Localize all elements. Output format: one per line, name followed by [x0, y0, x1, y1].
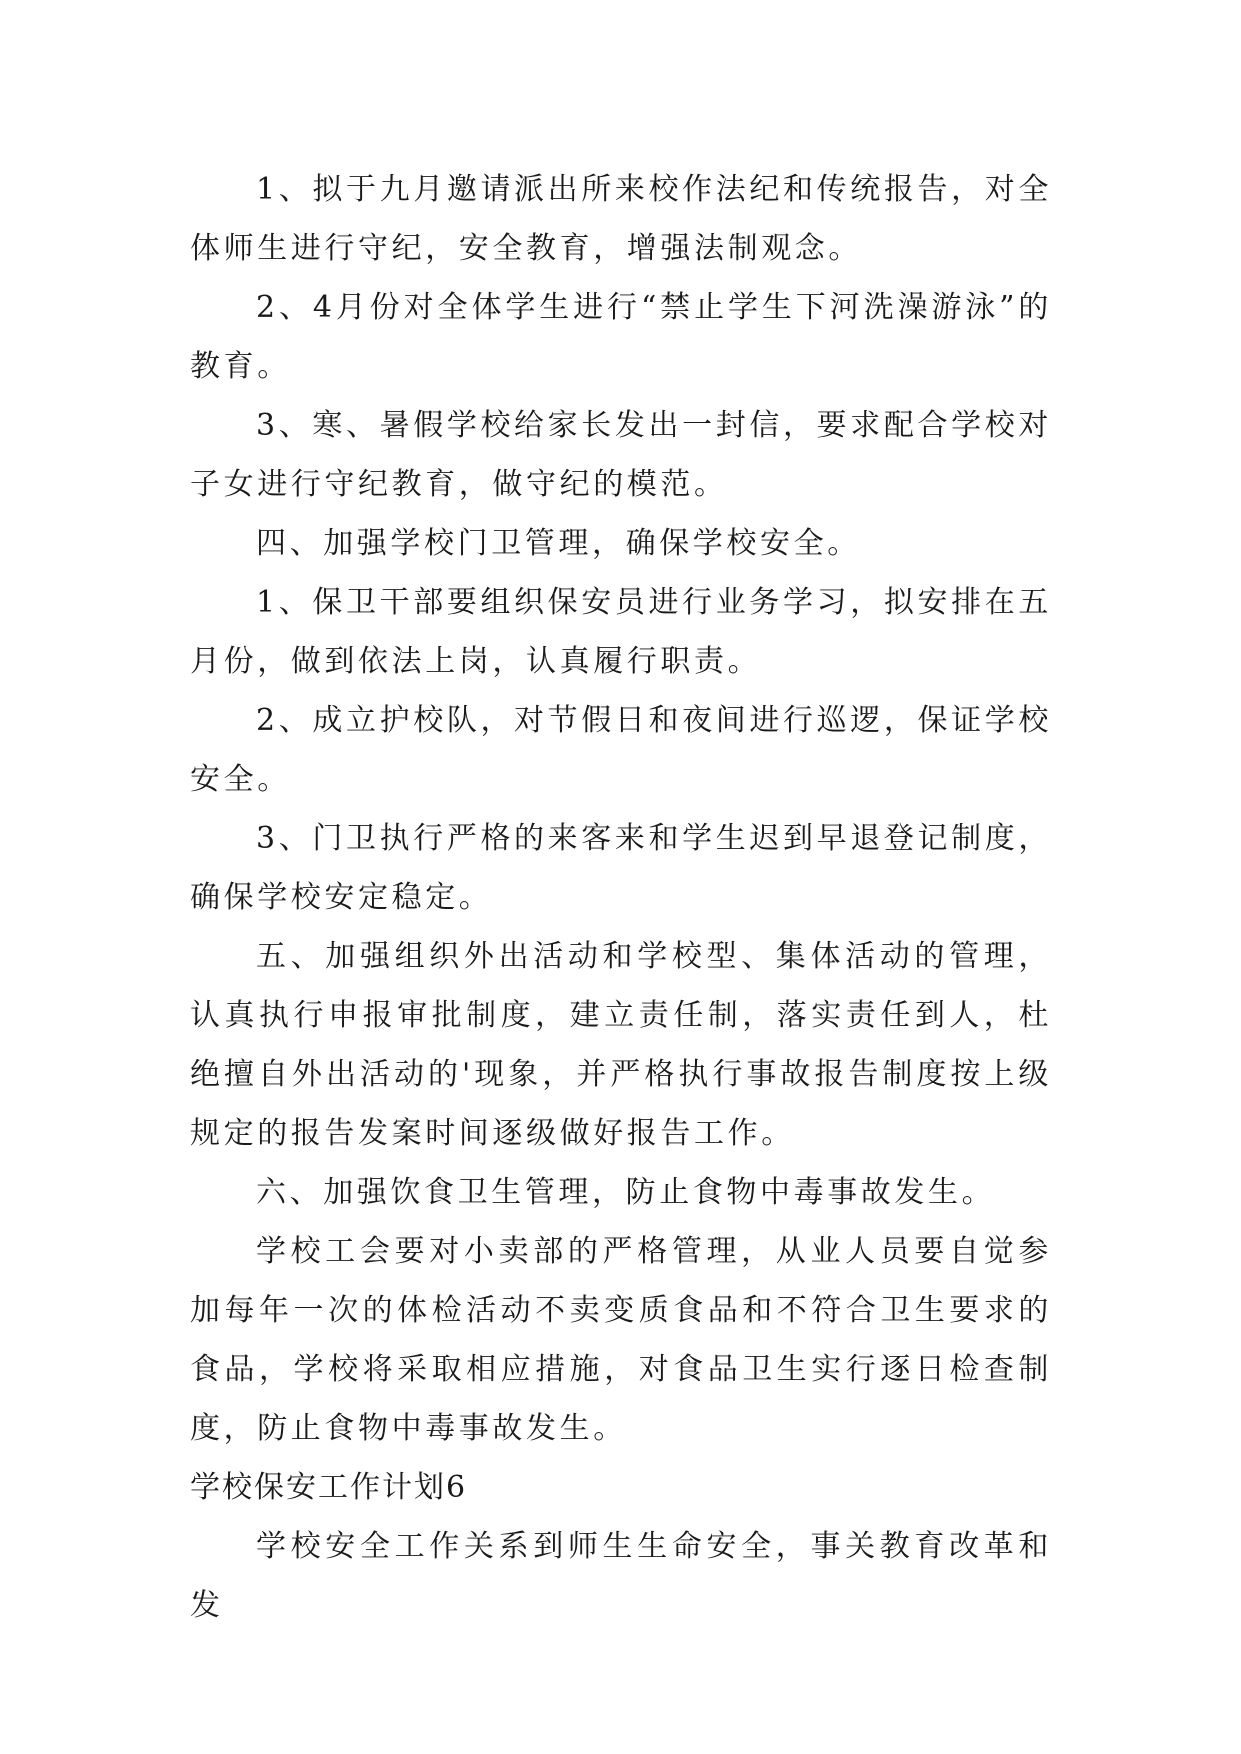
- section-heading-6: 六、加强饮食卫生管理，防止食物中毒事故发生。: [256, 1175, 996, 1210]
- paragraph-intro: 学校安全工作关系到师生生命安全，事关教育改革和发: [190, 1529, 1052, 1623]
- paragraph-6-1: 学校工会要对小卖部的严格管理，从业人员要自觉参加每年一次的体检活动不卖变质食品和不符合卫生要求的食品，学校将采取相应措施，对食品卫生实行逐日检查制度，防止食物中毒事故发生。: [190, 1234, 1052, 1446]
- paragraph-4-3: 3、门卫执行严格的来客来和学生迟到早退登记制度，确保学校安定稳定。: [190, 821, 1052, 915]
- paragraph-2: 2、4月份对全体学生进行“禁止学生下河洗澡游泳”的教育。: [190, 290, 1052, 384]
- paragraph-4-1: 1、保卫干部要组织保安员进行业务学习，拟安排在五月份，做到依法上岗，认真履行职责。: [190, 585, 1052, 679]
- paragraph-4-2: 2、成立护校队，对节假日和夜间进行巡逻，保证学校安全。: [190, 703, 1052, 797]
- paragraph-1: 1、拟于九月邀请派出所来校作法纪和传统报告，对全体师生进行守纪，安全教育，增强法制观念。: [190, 172, 1052, 266]
- document-body: [190, 160, 1052, 1635]
- section-heading-4: 四、加强学校门卫管理，确保学校安全。: [256, 526, 861, 561]
- section-5: 五、加强组织外出活动和学校型、集体活动的管理，认真执行申报审批制度，建立责任制，落实责任到人，杜绝擅自外出活动的'现象，并严格执行事故报告制度按上级规定的报告发案时间逐级做好报告工作。: [190, 939, 1052, 1151]
- document-title: 学校保安工作计划6: [190, 1470, 468, 1505]
- paragraph-3: 3、寒、暑假学校给家长发出一封信，要求配合学校对子女进行守纪教育，做守纪的模范。: [190, 408, 1052, 502]
